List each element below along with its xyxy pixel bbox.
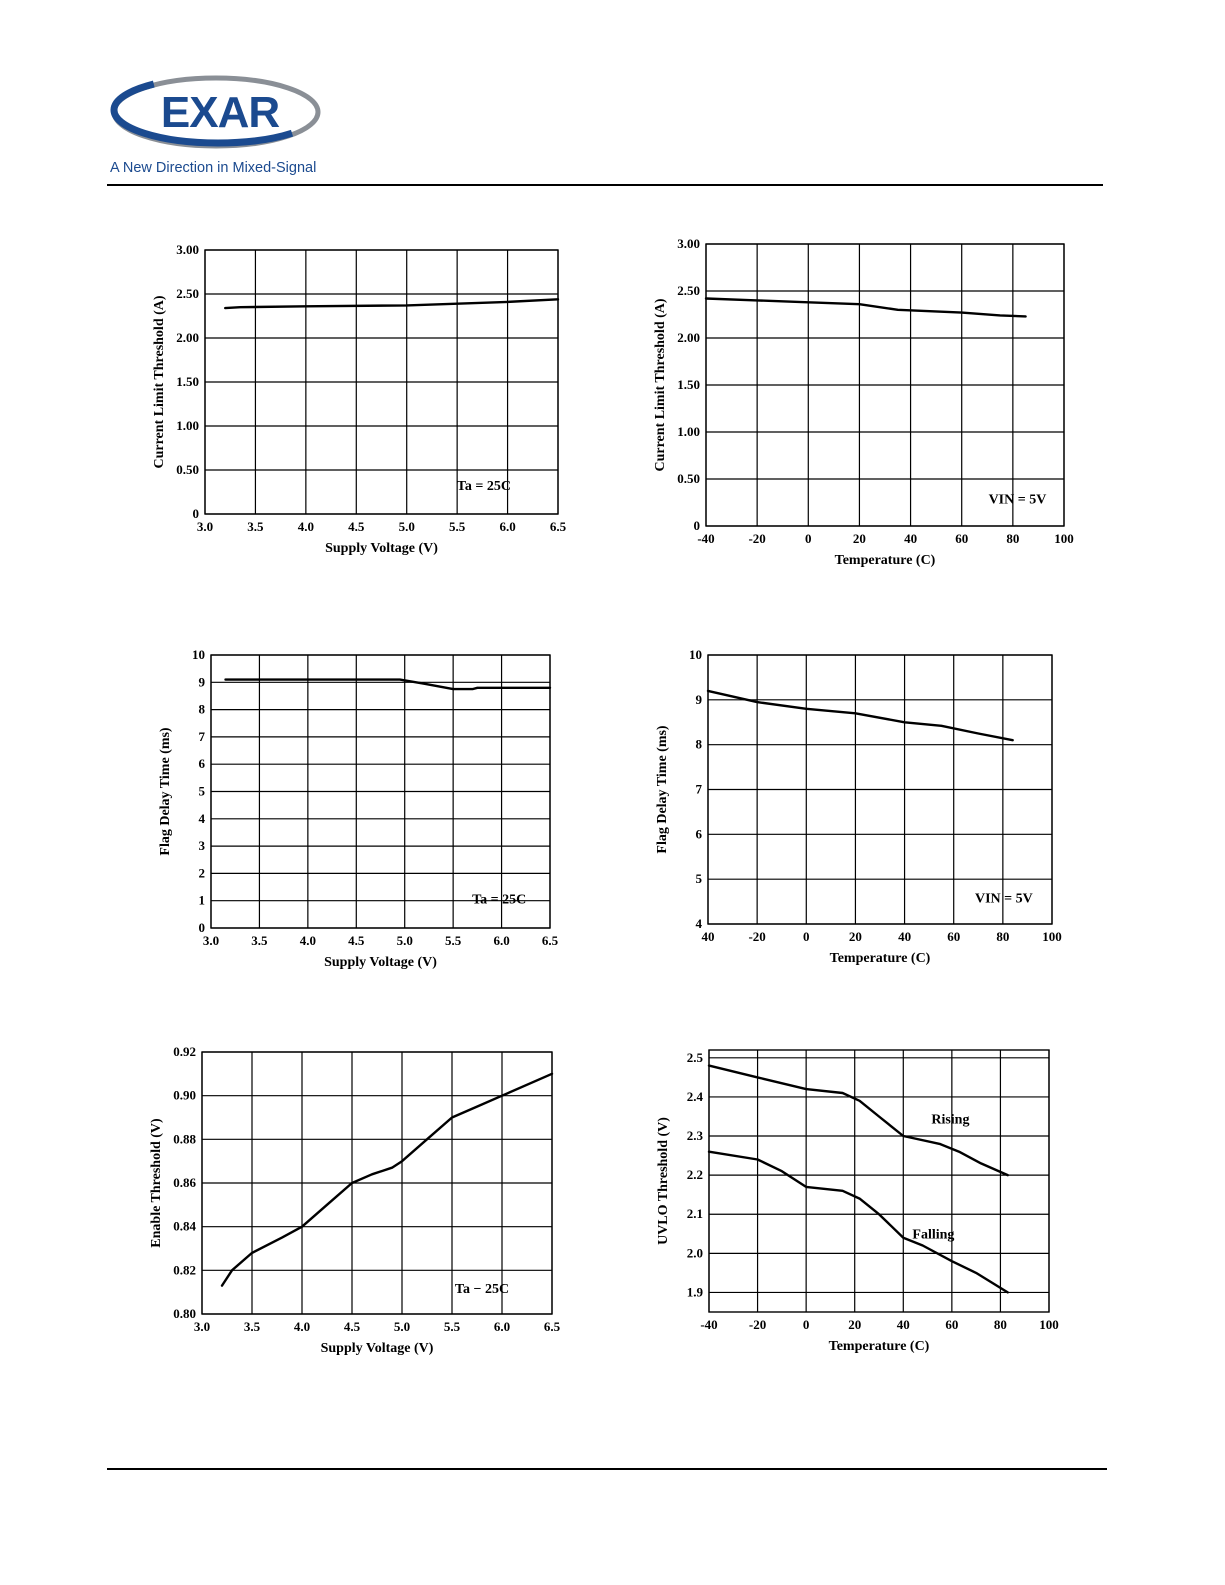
- x-tick-label: 100: [1042, 929, 1062, 944]
- y-tick-label: 3.00: [176, 242, 199, 257]
- x-tick-label: 6.5: [541, 933, 559, 948]
- x-tick-label: 100: [1054, 531, 1074, 546]
- y-tick-label: 10: [192, 647, 205, 662]
- y-axis-title: UVLO Threshold (V): [656, 1117, 671, 1245]
- series-line: [708, 691, 1013, 740]
- footer-rule: [107, 1468, 1107, 1470]
- y-tick-label: 2.2: [686, 1167, 703, 1183]
- chart-annotation: Ta − 25C: [454, 1282, 510, 1298]
- x-tick-label: 4.5: [343, 1319, 361, 1334]
- x-tick-label: 3.5: [243, 1319, 261, 1334]
- x-tick-label: 5.0: [396, 933, 413, 948]
- y-tick-label: 0.88: [173, 1131, 196, 1147]
- y-tick-label: 4: [198, 810, 205, 826]
- x-axis-title: Supply Voltage (V): [325, 541, 438, 556]
- y-tick-label: 0.92: [173, 1044, 196, 1059]
- x-tick-label: 4.5: [348, 519, 365, 534]
- y-tick-label: 2.00: [677, 330, 700, 345]
- y-tick-label: 3.00: [677, 236, 700, 251]
- x-tick-label: 3.5: [247, 519, 264, 534]
- y-tick-label: 2.5: [686, 1049, 703, 1065]
- y-tick-label: 8: [695, 736, 702, 752]
- plot-frame: [709, 1050, 1049, 1312]
- x-tick-label: 3.0: [193, 1319, 211, 1334]
- y-tick-label: 10: [689, 647, 702, 662]
- x-tick-label: 0: [805, 531, 812, 546]
- y-tick-label: 2.00: [176, 330, 199, 345]
- x-tick-label: 5.5: [443, 1319, 461, 1334]
- x-tick-label: 20: [848, 929, 862, 944]
- header-rule: [107, 184, 1103, 186]
- chart-current-limit-vs-supply: [150, 240, 570, 570]
- x-tick-label: 6.0: [493, 1319, 511, 1334]
- x-tick-label: 80: [996, 929, 1010, 944]
- x-axis-title: Supply Voltage (V): [320, 1341, 434, 1356]
- y-tick-label: 7: [198, 728, 205, 744]
- x-tick-label: 40: [701, 929, 715, 944]
- x-tick-label: 60: [945, 1317, 959, 1332]
- x-tick-label: 60: [955, 531, 969, 546]
- x-tick-label: 6.5: [543, 1319, 561, 1334]
- chart-annotation: VIN = 5V: [974, 891, 1033, 907]
- y-axis-title: Flag Delay Time (ms): [655, 725, 670, 854]
- chart-flag-delay-vs-supply: [156, 645, 566, 975]
- y-tick-label: 2.0: [686, 1245, 703, 1261]
- y-tick-label: 2: [198, 865, 205, 881]
- x-axis-title: Supply Voltage (V): [324, 955, 437, 970]
- x-tick-label: 3.5: [251, 933, 268, 948]
- y-tick-label: 1.9: [686, 1284, 703, 1300]
- y-tick-label: 4: [695, 916, 702, 931]
- x-tick-label: -40: [700, 1317, 718, 1332]
- y-tick-label: 9: [695, 691, 702, 707]
- y-tick-label: 2.50: [677, 283, 700, 298]
- y-axis-title: Current Limit Threshold (A): [653, 298, 668, 472]
- y-tick-label: 5: [198, 783, 205, 799]
- y-tick-label: 6: [198, 756, 205, 772]
- x-tick-label: 0: [802, 1317, 810, 1332]
- y-tick-label: 0.50: [176, 462, 199, 477]
- y-tick-label: 2.1: [686, 1206, 703, 1222]
- exar-logo-graphic: [108, 72, 333, 180]
- y-axis-title: Enable Threshold (V): [149, 1118, 164, 1248]
- logo-wordmark: EXAR: [160, 88, 280, 137]
- x-tick-label: 4.0: [293, 1319, 311, 1334]
- y-tick-label: 0.82: [173, 1262, 196, 1278]
- chart-annotation: VIN = 5V: [988, 492, 1047, 508]
- chart-uvlo-threshold-vs-temperature: [648, 1042, 1073, 1357]
- x-tick-label: 0: [803, 929, 810, 944]
- x-tick-label: 4.5: [348, 933, 365, 948]
- x-axis-title: Temperature (C): [828, 1339, 930, 1354]
- x-tick-label: 3.0: [196, 519, 214, 534]
- y-tick-label: 9: [198, 674, 205, 690]
- y-axis-title: Flag Delay Time (ms): [158, 727, 173, 856]
- x-tick-label: -20: [748, 929, 766, 944]
- chart-current-limit-vs-temperature: [636, 232, 1086, 577]
- y-tick-label: 7: [695, 781, 702, 797]
- exar-logo: [108, 72, 333, 180]
- x-tick-label: 80: [1006, 531, 1020, 546]
- x-tick-label: 100: [1039, 1317, 1059, 1332]
- y-tick-label: 1.50: [176, 374, 199, 389]
- x-tick-label: 5.5: [445, 933, 462, 948]
- y-tick-label: 0: [192, 506, 199, 521]
- x-tick-label: 40: [896, 1317, 910, 1332]
- x-tick-label: 20: [848, 1317, 862, 1332]
- x-tick-label: 20: [852, 531, 866, 546]
- y-tick-label: 3: [198, 838, 205, 854]
- chart-enable-threshold-vs-supply: [150, 1042, 560, 1357]
- y-tick-label: 0.50: [677, 471, 700, 486]
- x-tick-label: 6.5: [549, 519, 567, 534]
- x-tick-label: 5.0: [398, 519, 415, 534]
- y-axis-title: Current Limit Threshold (A): [152, 295, 167, 469]
- x-tick-label: 5.0: [393, 1319, 411, 1334]
- y-tick-label: 0.90: [173, 1087, 196, 1103]
- y-tick-label: 0.84: [173, 1218, 196, 1234]
- series-line: [706, 299, 1026, 317]
- chart-flag-delay-vs-temperature: [650, 648, 1075, 973]
- x-tick-label: -20: [748, 1317, 767, 1332]
- x-tick-label: 80: [993, 1317, 1007, 1332]
- logo-tagline: A New Direction in Mixed-Signal: [110, 160, 317, 176]
- x-axis-title: Temperature (C): [834, 553, 936, 568]
- y-tick-label: 0.86: [173, 1175, 196, 1190]
- y-tick-label: 0: [693, 518, 700, 533]
- y-tick-label: 6: [695, 826, 702, 842]
- x-tick-label: 4.0: [297, 519, 314, 534]
- y-tick-label: 2.3: [686, 1128, 703, 1144]
- y-tick-label: 0.80: [173, 1306, 196, 1321]
- y-tick-label: 2.50: [176, 286, 199, 301]
- y-tick-label: 1.00: [176, 418, 199, 433]
- series-line-falling: [709, 1152, 1008, 1293]
- y-tick-label: 1: [198, 892, 205, 908]
- y-tick-label: 8: [198, 701, 205, 717]
- chart-annotation: Ta = 25C: [472, 892, 527, 908]
- x-tick-label: 3.0: [202, 933, 220, 948]
- x-tick-label: 40: [904, 531, 918, 546]
- x-tick-label: 6.0: [493, 933, 510, 948]
- x-tick-label: 40: [898, 929, 912, 944]
- x-tick-label: 60: [947, 929, 961, 944]
- x-tick-label: 4.0: [299, 933, 316, 948]
- chart-annotation: Ta = 25C: [456, 479, 511, 495]
- series-label: Rising: [931, 1112, 970, 1128]
- y-tick-label: 2.4: [686, 1088, 703, 1104]
- y-tick-label: 0: [198, 920, 205, 935]
- x-tick-label: 5.5: [449, 519, 466, 534]
- y-tick-label: 1.00: [677, 424, 700, 439]
- x-tick-label: -20: [748, 531, 766, 546]
- y-tick-label: 1.50: [677, 377, 700, 392]
- series-label: Falling: [912, 1227, 955, 1243]
- x-axis-title: Temperature (C): [829, 951, 931, 966]
- x-tick-label: -40: [697, 531, 715, 546]
- y-tick-label: 5: [695, 871, 702, 887]
- x-tick-label: 6.0: [499, 519, 516, 534]
